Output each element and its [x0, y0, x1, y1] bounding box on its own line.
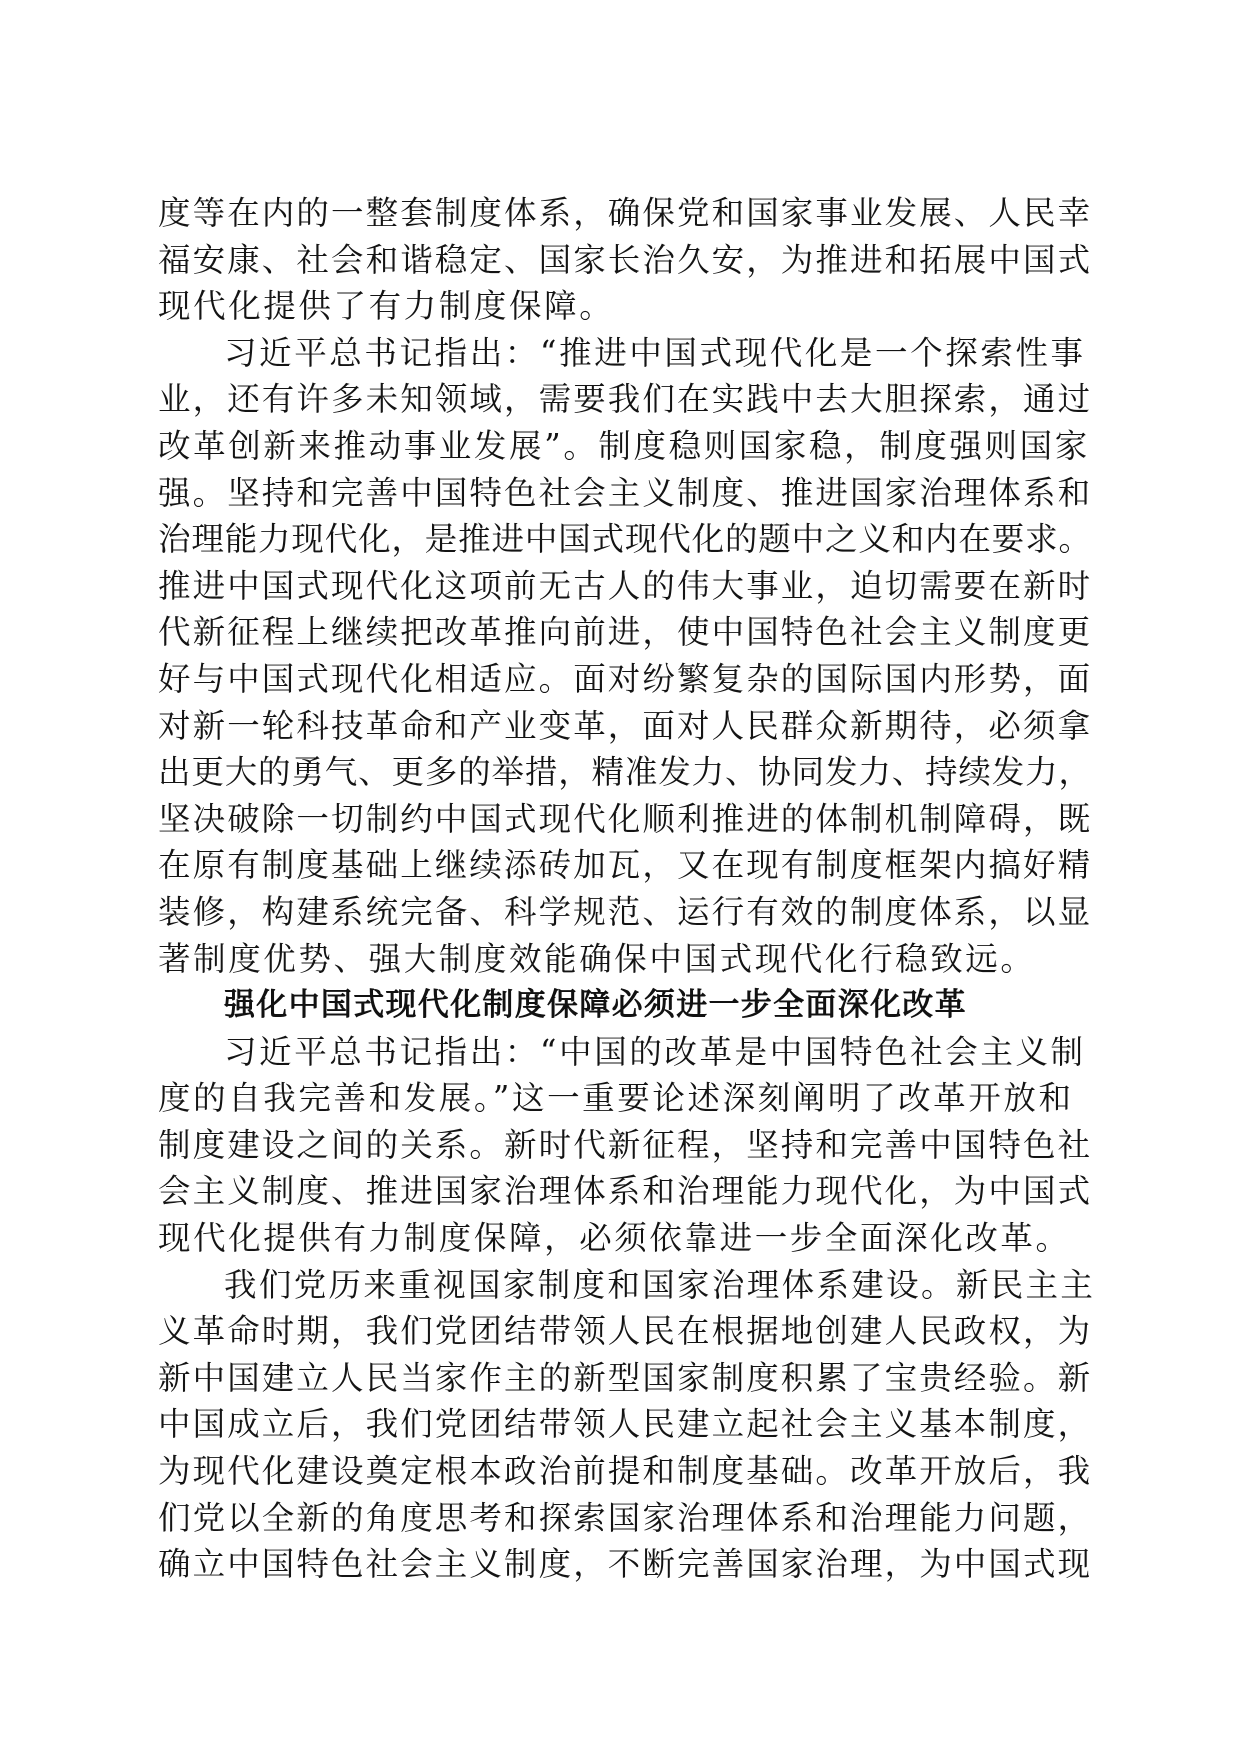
text-line: 在原有制度基础上继续添砖加瓦，又在现有制度框架内搞好精 — [158, 846, 1093, 885]
text-line: 业，还有许多未知领域，需要我们在实践中去大胆探索，通过 — [158, 380, 1093, 419]
text-line: 我们党历来重视国家制度和国家治理体系建设。新民主主 — [224, 1265, 1096, 1304]
text-line: 出更大的勇气、更多的举措，精准发力、协同发力、持续发力， — [158, 753, 1092, 792]
text-line: 代新征程上继续把改革推向前进，使中国特色社会主义制度更 — [158, 613, 1093, 652]
text-line: 装修，构建系统完备、科学规范、运行有效的制度体系，以显 — [158, 892, 1093, 931]
text-line: 治理能力现代化，是推进中国式现代化的题中之义和内在要求。 — [158, 520, 1092, 559]
text-line: 确立中国特色社会主义制度，不断完善国家治理，为中国式现 — [158, 1545, 1093, 1584]
text-line: 度的自我完善和发展。”这一重要论述深刻阐明了改革开放和 — [158, 1079, 1074, 1118]
text-line: 现代化提供有力制度保障，必须依靠进一步全面深化改革。 — [158, 1219, 1071, 1258]
text-line: 们党以全新的角度思考和探索国家治理体系和治理能力问题， — [158, 1498, 1093, 1537]
text-line: 福安康、社会和谐稳定、国家长治久安，为推进和拓展中国式 — [158, 240, 1093, 279]
text-line: 现代化提供了有力制度保障。 — [158, 287, 615, 326]
text-line: 习近平总书记指出：“推进中国式现代化是一个探索性事 — [224, 333, 1086, 372]
text-line: 度等在内的一整套制度体系，确保党和国家事业发展、人民幸 — [158, 194, 1093, 232]
text-line: 会主义制度、推进国家治理体系和治理能力现代化，为中国式 — [158, 1172, 1093, 1211]
text-line: 中国成立后，我们党团结带领人民建立起社会主义基本制度， — [158, 1405, 1093, 1444]
text-line: 习近平总书记指出：“中国的改革是中国特色社会主义制 — [224, 1032, 1086, 1071]
text-line: 推进中国式现代化这项前无古人的伟大事业，迫切需要在新时 — [158, 566, 1093, 605]
text-line: 好与中国式现代化相适应。面对纷繁复杂的国际国内形势，面 — [158, 659, 1093, 698]
text-line: 对新一轮科技革命和产业变革，面对人民群众新期待，必须拿 — [158, 706, 1093, 745]
text-line: 强。坚持和完善中国特色社会主义制度、推进国家治理体系和 — [158, 473, 1093, 512]
text-line: 新中国建立人民当家作主的新型国家制度积累了宝贵经验。新 — [158, 1358, 1093, 1397]
text-line: 制度建设之间的关系。新时代新征程，坚持和完善中国特色社 — [158, 1125, 1093, 1164]
text-line: 坚决破除一切制约中国式现代化顺利推进的体制机制障碍，既 — [158, 799, 1093, 838]
text-line: 义革命时期，我们党团结带领人民在根据地创建人民政权，为 — [158, 1312, 1093, 1351]
text-line: 为现代化建设奠定根本政治前提和制度基础。改革开放后，我 — [158, 1452, 1093, 1491]
text-line: 改革创新来推动事业发展”。制度稳则国家稳，制度强则国家 — [158, 426, 1090, 465]
document-body — [158, 190, 1096, 1588]
section-heading: 强化中国式现代化制度保障必须进一步全面深化改革 — [224, 987, 967, 1024]
text-line: 著制度优势、强大制度效能确保中国式现代化行稳致远。 — [158, 939, 1036, 978]
